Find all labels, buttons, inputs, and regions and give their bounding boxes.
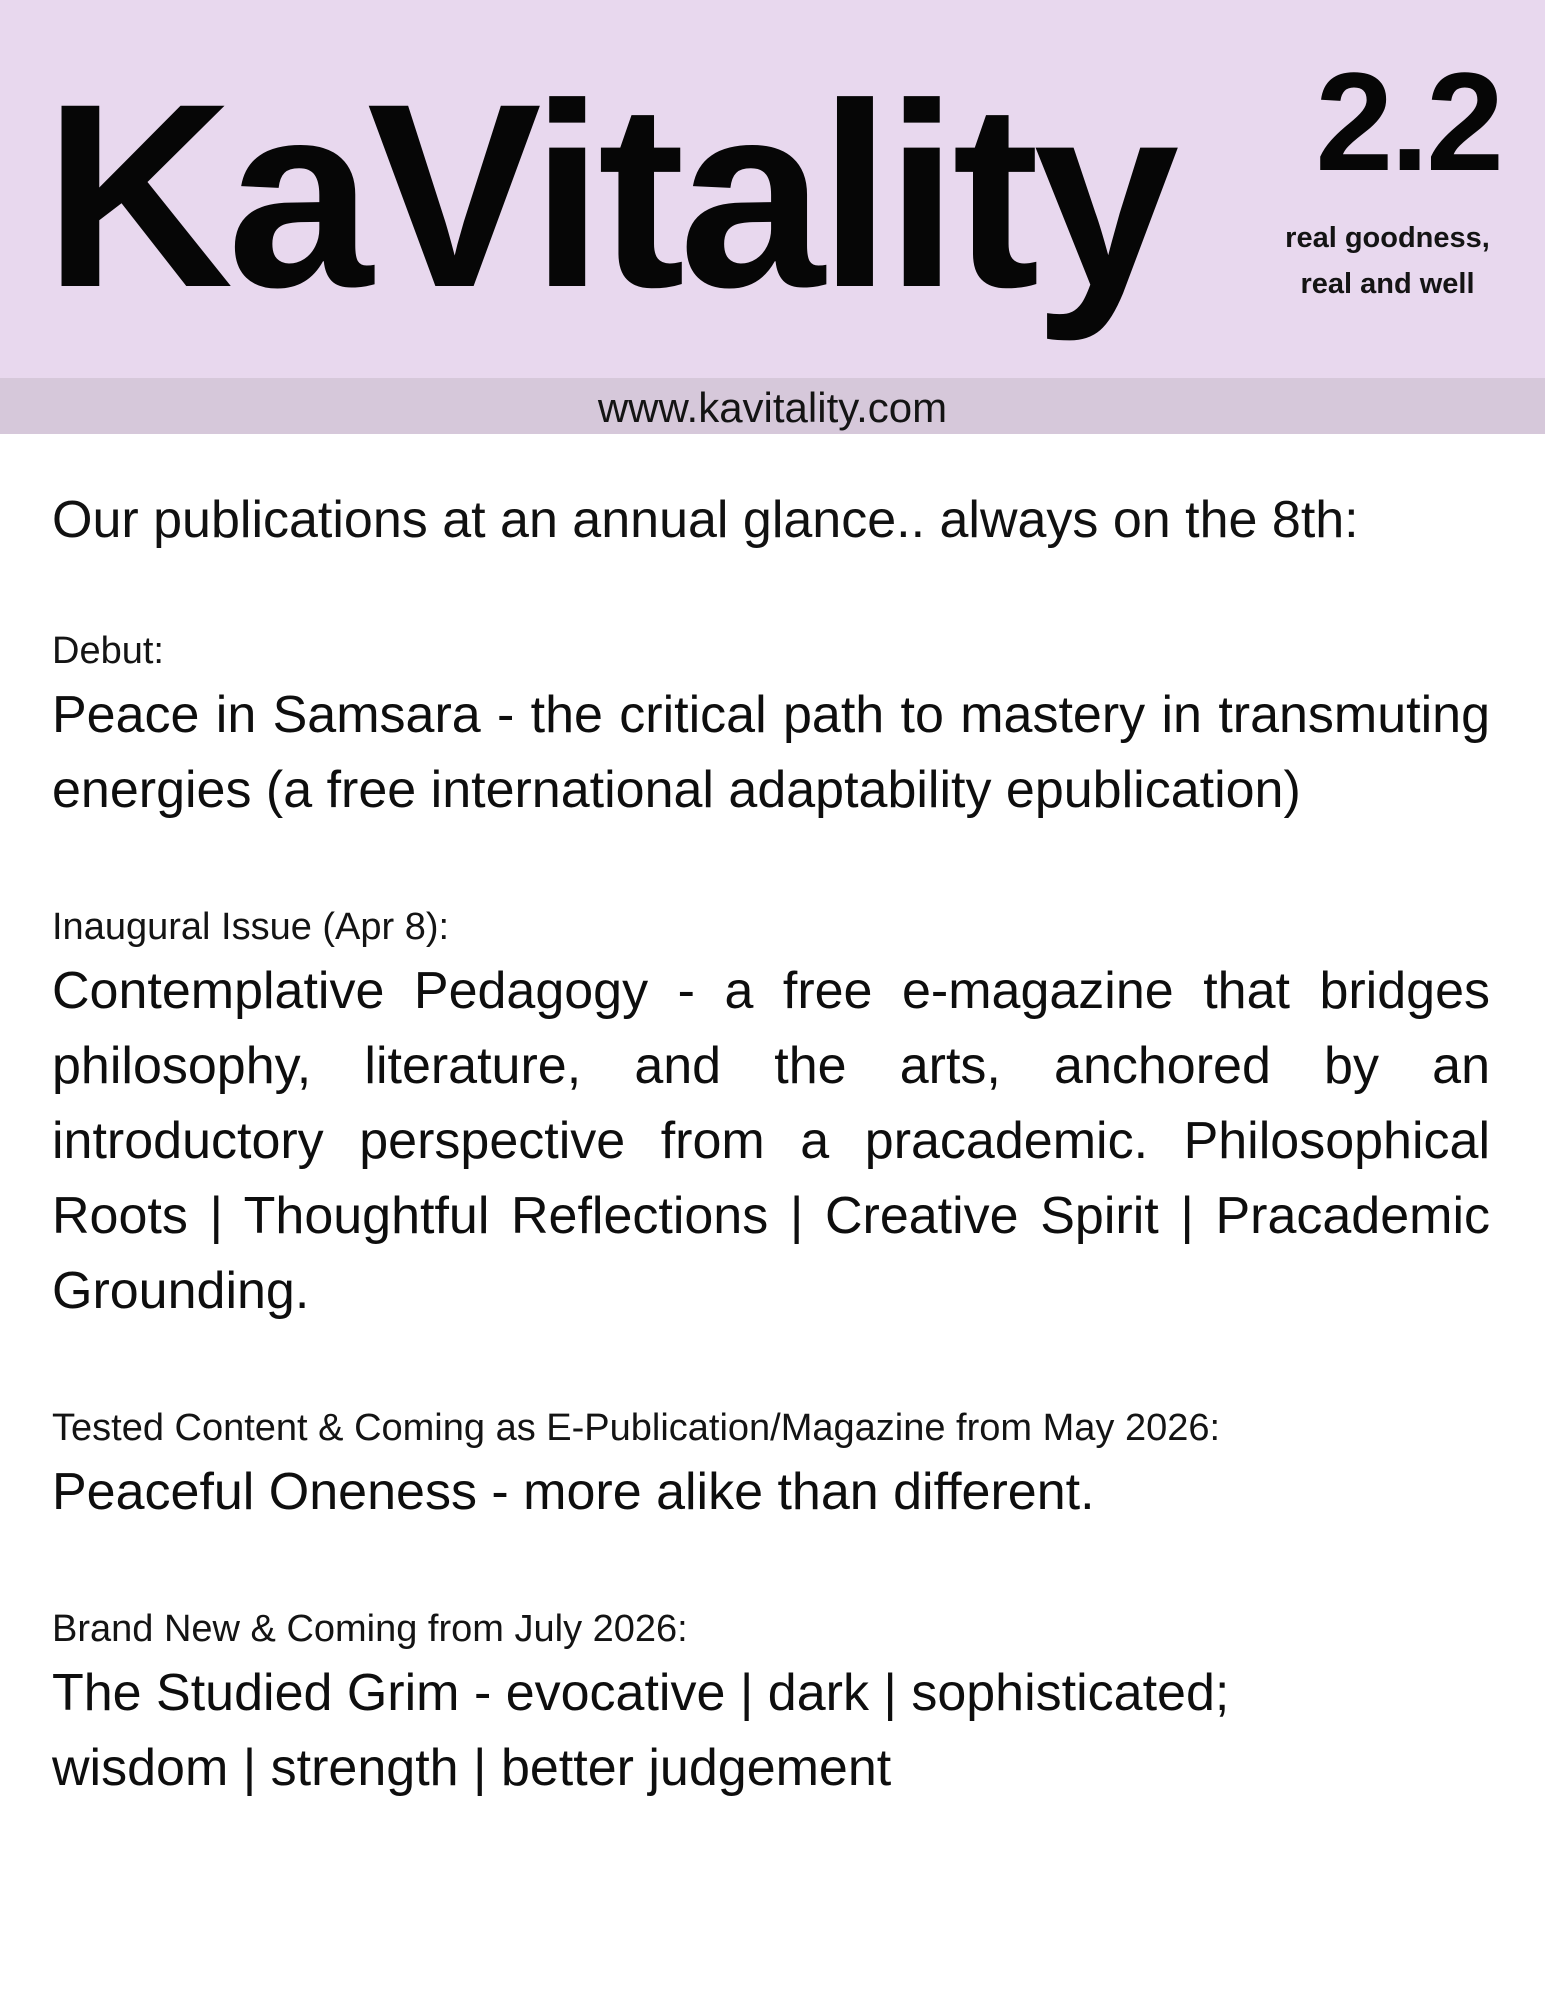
section-label: Brand New & Coming from July 2026: — [52, 1608, 688, 1650]
section-body — [52, 1656, 1490, 1806]
publications-list — [52, 486, 1490, 1878]
brand-title: KaVitality — [44, 49, 1174, 342]
section-tested-content — [52, 1401, 1490, 1530]
tagline-line-1: real goodness, — [1285, 222, 1490, 254]
section-body-line-1: The Studied Grim - evocative | dark | sophisticated; — [52, 1664, 1230, 1722]
section-body-line-2: wisdom | strength | better judgement — [52, 1739, 892, 1797]
section-body: Peace in Samsara - the critical path to mastery in transmuting energies (a free international adaptability epublication) — [52, 686, 1490, 819]
section-label: Inaugural Issue (Apr 8): — [52, 906, 450, 948]
section-inaugural-issue — [52, 900, 1490, 1329]
section-label: Debut: — [52, 630, 164, 672]
masthead — [0, 0, 1545, 378]
section-debut — [52, 624, 1490, 828]
version-number: 2.2 — [1315, 43, 1501, 200]
section-body: Peaceful Oneness - more alike than different. — [52, 1463, 1095, 1521]
section-brand-new — [52, 1602, 1490, 1806]
section-body: Contemplative Pedagogy - a free e-magazine that bridges philosophy, literature, and the arts, anchored by an introductory perspective from a pracademic. Philosophical Roots | Thoughtful Reflections | Creative Spirit | Pracademic Grounding. — [52, 962, 1490, 1320]
intro-text: Our publications at an annual glance.. always on the 8th: — [52, 491, 1359, 549]
website-url[interactable]: www.kavitality.com — [0, 378, 1545, 434]
tagline-line-2: real and well — [1300, 268, 1475, 300]
section-label: Tested Content & Coming as E-Publication/Magazine from May 2026: — [52, 1407, 1221, 1449]
